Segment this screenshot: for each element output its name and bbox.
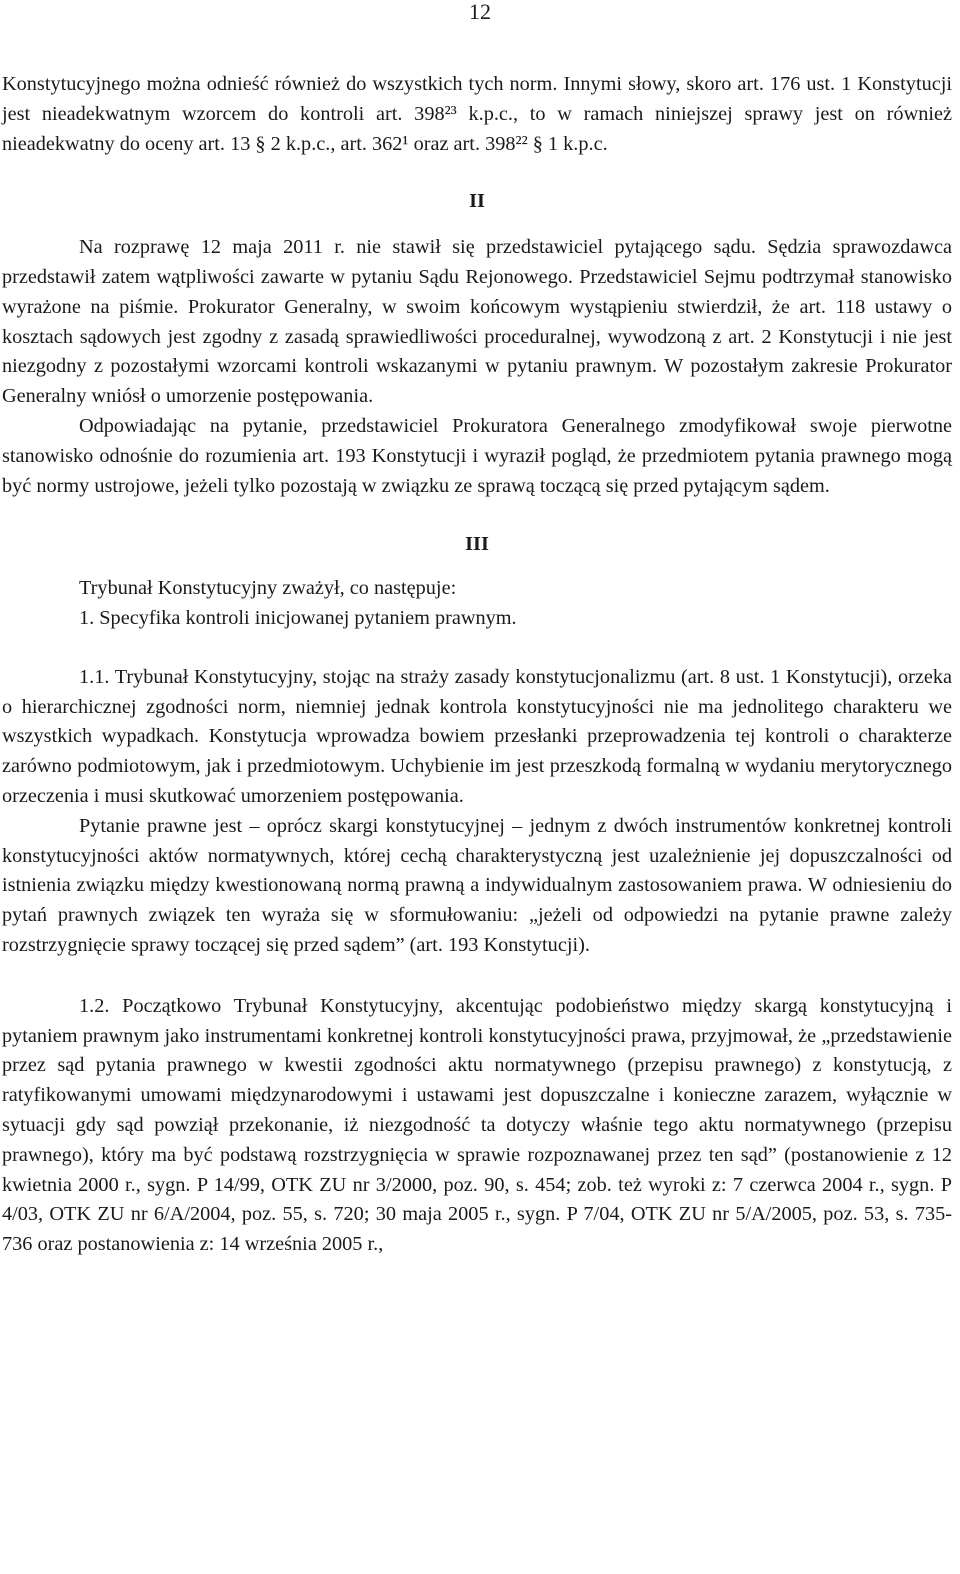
section-heading-ii: II <box>469 190 485 213</box>
paragraph-intro: Konstytucyjnego można odnieść również do wszystkich tych norm. Innymi słowy, skoro art. 176 ust. 1 Konstytucji jest nieadekwatnym wzorcem do kontroli art. 398²³ k.p.c., to w ramach niniejszej sprawy jest on również nieadekwatny do oceny art. 13 § 2 k.p.c., art. 362¹ oraz art. 398²² § 1 k.p.c. <box>2 73 952 155</box>
paragraph-1-1: 1.1. Trybunał Konstytucyjny, stojąc na straży zasady konstytucjonalizmu (art. 8 ust. 1 Konstytucji), orzeka o hierarchicznej zgodności norm, niemniej jednak kontrola konstytucyjności nie ma jednolitego charakteru we wszystkich wypadkach. Konstytucja wprowadza bowiem przesłanki przeprowadzenia tej kontroli o charakterze zarówno podmiotowym, jak i przedmiotowym. Uchybienie im jest przeszkodą formalną w wydaniu merytorycznego orzeczenia i musi skutkować umorzeniem postępowania. <box>2 665 952 807</box>
page-number: 12 <box>469 0 491 24</box>
paragraph-hearing: Na rozprawę 12 maja 2011 r. nie stawił się przedstawiciel pytającego sądu. Sędzia sprawozdawca przedstawił zatem wątpliwości zawarte w pytaniu Sądu Rejonowego. Przedstawiciel Sejmu podtrzymał stanowisko wyrażone na piśmie. Prokurator Generalny, w swoim końcowym wystąpieniu stwierdził, że art. 118 ustawy o kosztach sądowych jest zgodny z zasadą sprawiedliwości proceduralnej, wywodzoną z art. 2 Konstytucji i nie jest niezgodny z pozostałymi wzorcami kontroli wskazanymi w pytaniu prawnym. W pozostałym zakresie Prokurator Generalny wniósł o umorzenie postępowania. <box>2 236 952 408</box>
paragraph-answer: Odpowiadając na pytanie, przedstawiciel Prokuratora Generalnego zmodyfikował swoje pierwotne stanowisko odnośnie do rozumienia art. 193 Konstytucji i wyraził pogląd, że przedmiotem pytania prawnego mogą być normy ustrojowe, jeżeli tylko pozostają w związku ze sprawą toczącą się przed pytającym sądem. <box>2 414 952 497</box>
paragraph-1-1-b: Pytanie prawne jest – oprócz skargi konstytucyjnej – jednym z dwóch instrumentów konkretnej kontroli konstytucyjności aktów normatywnych, której cechą charakterystyczną jest uzależnienie jej dopuszczalności od istnienia związku między kwestionowaną normą prawną a indywidualnym zastosowaniem prawa. W odniesieniu do pytań prawnych związek ten wyraża się w sformułowaniu: „jeżeli od odpowiedzi na pytanie prawne zależy rozstrzygnięcie sprawy toczącej się przed sądem” (art. 193 Konstytucji). <box>2 814 952 956</box>
document-body <box>2 70 952 1260</box>
paragraph-tribunal-intro: Trybunał Konstytucyjny zważył, co następuje: <box>79 577 457 600</box>
subsection-heading-1: 1. Specyfika kontroli inicjowanej pytaniem prawnym. <box>79 606 517 629</box>
paragraph-1-2: 1.2. Początkowo Trybunał Konstytucyjny, akcentując podobieństwo między skargą konstytucyjną i pytaniem prawnym jako instrumentami konkretnej kontroli konstytucyjności prawa, przyjmował, że „przedstawienie przez sąd pytania prawnego w kwestii zgodności aktu normatywnego (przepisu prawnego) z konstytucją, z ratyfikowanymi umowami międzynarodowymi i ustawami jest dopuszczalne i konieczne zarazem, wyłącznie w sytuacji gdy sąd powziął przekonanie, iż niezgodność ta dotyczy właśnie tego aktu normatywnego (przepisu prawnego), który ma być podstawą rozstrzygnięcia w sprawie rozpoznawanej przez ten sąd” (postanowienie z 12 kwietnia 2000 r., sygn. P 14/99, OTK ZU nr 3/2000, poz. 90, s. 454; zob. też wyroki z: 7 czerwca 2004 r., sygn. P 4/03, OTK ZU nr 6/A/2004, poz. 55, s. 720; 30 maja 2005 r., sygn. P 7/04, OTK ZU nr 5/A/2005, poz. 53, s. 735-736 oraz postanowienia z: 14 września 2005 r., <box>2 994 952 1256</box>
section-heading-iii: III <box>465 533 489 556</box>
